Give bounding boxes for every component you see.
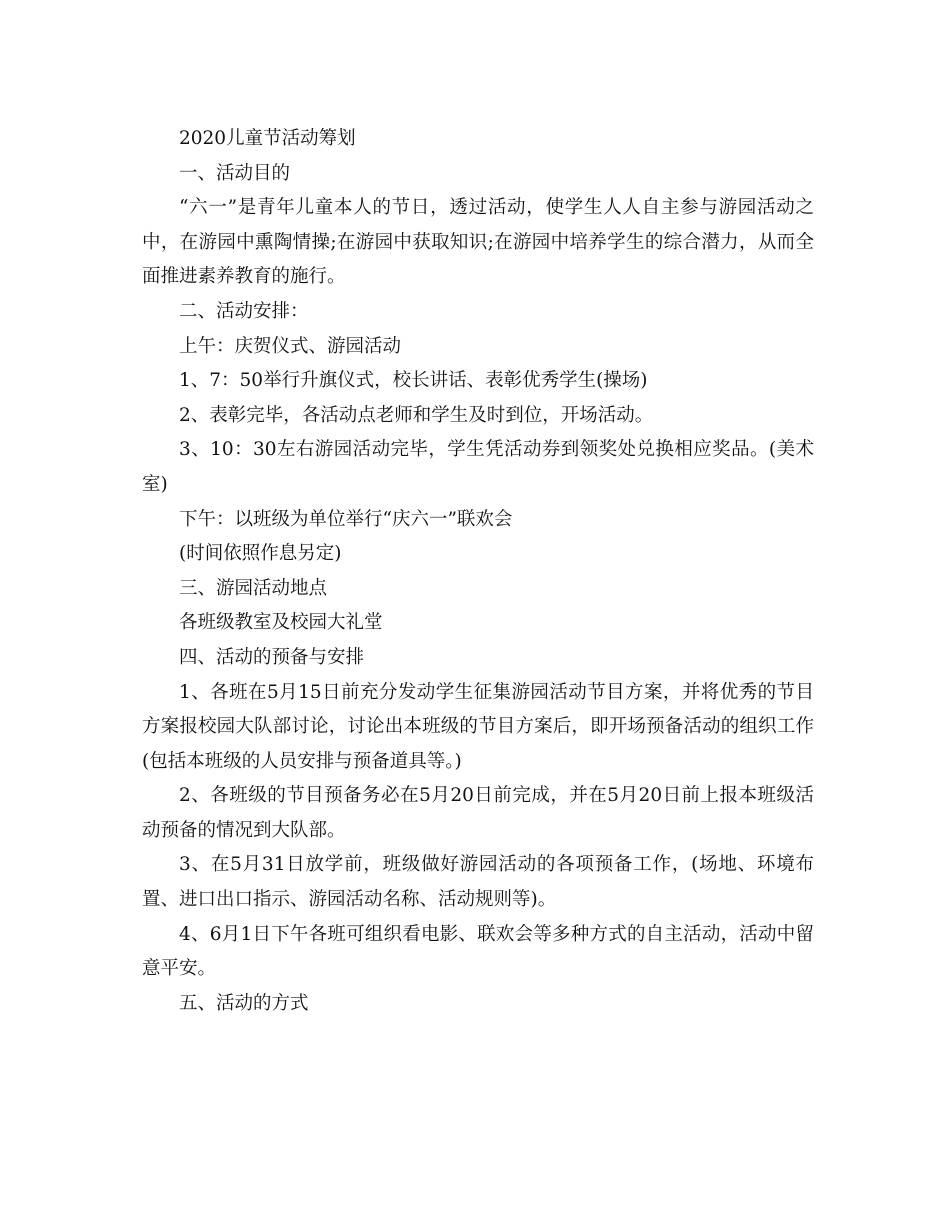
morning-item-1: 1、7：50举行升旗仪式，校长讲话、表彰优秀学生(操场) [179, 370, 648, 392]
location-paragraph: 各班级教室及校园大礼堂 [179, 612, 383, 634]
afternoon-heading: 下午：以班级为单位举行“庆六一”联欢会 [179, 508, 513, 530]
section-heading-format: 五、活动的方式 [179, 992, 309, 1014]
section-heading-arrangement: 二、活动安排： [179, 300, 309, 322]
preparation-item-1: 1、各班在5月15日前充分发动学生征集游园活动节目方案，并将优秀的节目方案报校园大队部讨论，讨论出本班级的节目方案后，即开场预备活动的组织工作(包括本班级的人员安排与预备道具等。) [142, 681, 814, 772]
preparation-item-2: 2、各班级的节目预备务必在5月20日前完成，并在5月20日前上报本班级活动预备的情况到大队部。 [142, 785, 814, 841]
document-page [142, 122, 814, 1021]
document-title: 2020儿童节活动筹划 [179, 128, 356, 149]
morning-heading: 上午：庆贺仪式、游园活动 [179, 335, 402, 357]
section-heading-preparation: 四、活动的预备与安排 [179, 646, 365, 668]
section-heading-location: 三、游园活动地点 [179, 577, 328, 599]
section-heading-purpose: 一、活动目的 [179, 162, 291, 184]
preparation-item-3: 3、在5月31日放学前，班级做好游园活动的各项预备工作，(场地、环境布置、进口出口指示、游园活动名称、活动规则等)。 [142, 854, 814, 911]
morning-item-2: 2、表彰完毕，各活动点老师和学生及时到位，开场活动。 [179, 404, 654, 426]
purpose-paragraph: “六一”是青年儿童本人的节日，透过活动，使学生人人自主参与游园活动之中，在游园中熏陶情操;在游园中获取知识;在游园中培养学生的综合潜力，从而全面推进素养教育的施行。 [142, 197, 814, 288]
afternoon-note: (时间依照作息另定) [179, 543, 342, 565]
preparation-item-4: 4、6月1日下午各班可组织看电影、联欢会等多种方式的自主活动，活动中留意平安。 [142, 923, 814, 980]
morning-item-3: 3、10：30左右游园活动完毕，学生凭活动券到领奖处兑换相应奖品。(美术室) [142, 439, 814, 495]
